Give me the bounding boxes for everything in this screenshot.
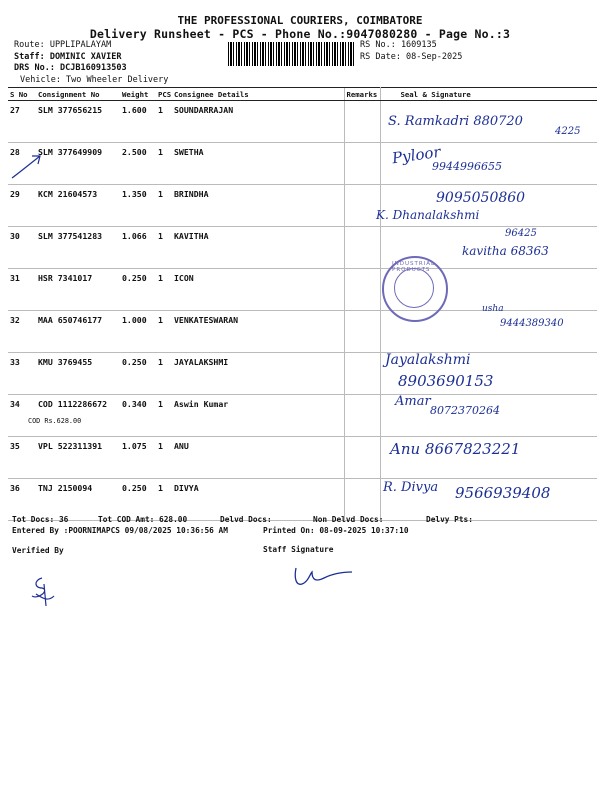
cell-weight: 1.066 bbox=[120, 227, 156, 269]
cell-consignee: KAVITHA bbox=[172, 227, 344, 269]
col-seal-signature: Seal & Signature bbox=[380, 88, 597, 101]
cell-weight: 0.250 bbox=[120, 353, 156, 395]
cell-consignee: BRINDHA bbox=[172, 185, 344, 227]
meta-left bbox=[14, 40, 168, 86]
table-header-row bbox=[8, 88, 597, 101]
barcode bbox=[228, 42, 356, 66]
cell-sno: 33 bbox=[8, 353, 36, 395]
cell-weight: 0.340 bbox=[120, 395, 156, 437]
cell-consignee: SOUNDARRAJAN bbox=[172, 101, 344, 143]
cell-consignee: SWETHA bbox=[172, 143, 344, 185]
non-delvd-docs: Non Delvd Docs: bbox=[313, 515, 384, 524]
cell-consignment: KMU 3769455 bbox=[36, 353, 120, 395]
cell-consignee: ICON bbox=[172, 269, 344, 311]
handwritten-signature: 9944996655 bbox=[432, 160, 502, 173]
delivery-seal-stamp bbox=[382, 256, 448, 322]
handwritten-signature: 4225 bbox=[555, 126, 581, 137]
cell-sno: 34 bbox=[8, 395, 36, 437]
cell-pcs: 1 bbox=[156, 227, 172, 269]
col-weight: Weight bbox=[120, 88, 156, 101]
meta-right bbox=[360, 40, 462, 63]
tot-docs: Tot Docs: 36 bbox=[12, 515, 69, 524]
verified-by-label: Verified By bbox=[12, 546, 64, 555]
cell-consignee: VENKATESWARAN bbox=[172, 311, 344, 353]
delvy-pts: Delvy Pts: bbox=[426, 515, 473, 524]
handwritten-signature: R. Divya bbox=[383, 480, 439, 495]
cell-pcs: 1 bbox=[156, 143, 172, 185]
cell-pcs: 1 bbox=[156, 479, 172, 521]
handwritten-signature: Jayalakshmi bbox=[385, 352, 471, 368]
cell-sno: 36 bbox=[8, 479, 36, 521]
col-pcs: PCS bbox=[158, 89, 172, 99]
cell-remarks bbox=[344, 143, 380, 185]
cell-consignment: MAA 650746177 bbox=[36, 311, 120, 353]
staff-signature-label: Staff Signature bbox=[263, 545, 334, 554]
handwritten-signature: Amar bbox=[395, 394, 431, 409]
cell-pcs: 1 bbox=[156, 185, 172, 227]
cell-consignment: SLM 377656215 bbox=[36, 101, 120, 143]
drs-label: DRS No.: DCJB160913503 bbox=[14, 63, 127, 73]
cell-sno: 27 bbox=[8, 101, 36, 143]
cell-pcs: 1 bbox=[156, 395, 172, 437]
cod-note: COD Rs.628.00 bbox=[28, 417, 82, 425]
cell-sno: 31 bbox=[8, 269, 36, 311]
handwritten-signature: 9095050860 bbox=[436, 190, 526, 206]
cell-sno: 30 bbox=[8, 227, 36, 269]
cell-weight: 1.000 bbox=[120, 311, 156, 353]
delvd-docs: Delvd Docs: bbox=[220, 515, 272, 524]
col-sno: S No bbox=[8, 88, 36, 101]
handwritten-signature: 8903690153 bbox=[398, 372, 494, 390]
cell-weight: 0.250 bbox=[120, 269, 156, 311]
cell-sno: 28 bbox=[8, 143, 36, 185]
handwritten-signature: Pyloor bbox=[390, 142, 442, 168]
cell-consignee: ANU bbox=[172, 437, 344, 479]
cell-consignment bbox=[28, 395, 120, 437]
runsheet-subtitle: Delivery Runsheet - PCS - Phone No.:9047080280 - Page No.:3 bbox=[89, 27, 511, 41]
cell-weight: 1.075 bbox=[120, 437, 156, 479]
cell-sno: 29 bbox=[8, 185, 36, 227]
cell-pcs: 1 bbox=[156, 269, 172, 311]
cell-consignment: TNJ 2150094 bbox=[36, 479, 120, 521]
staff-label: Staff: DOMINIC XAVIER bbox=[14, 51, 122, 62]
cell-weight: 2.500 bbox=[120, 143, 156, 185]
handwritten-signature: kavitha 68363 bbox=[462, 244, 549, 258]
table-row bbox=[8, 143, 597, 185]
handwritten-signature: K. Dhanalakshmi bbox=[376, 208, 480, 222]
cell-pcs: 1 bbox=[156, 311, 172, 353]
table-row bbox=[8, 311, 597, 353]
cell-remarks bbox=[344, 185, 380, 227]
handwritten-signature: 8072370264 bbox=[430, 404, 500, 417]
cell-consignee: Aswin Kumar bbox=[172, 395, 344, 437]
table-row bbox=[8, 353, 597, 395]
handwritten-signature: 9444389340 bbox=[500, 318, 564, 329]
pen-check-mark bbox=[10, 150, 44, 184]
tot-cod-amt: Tot COD Amt: 628.00 bbox=[98, 515, 188, 524]
cell-sno: 35 bbox=[8, 437, 36, 479]
cell-consignment: HSR 7341017 bbox=[36, 269, 120, 311]
cell-remarks bbox=[344, 311, 380, 353]
cell-weight: 0.250 bbox=[120, 479, 156, 521]
cell-sno: 32 bbox=[8, 311, 36, 353]
stamp-text: INDUSTRIAL PRODUCTS bbox=[392, 261, 436, 273]
printed-on: Printed On: 08-09-2025 10:37:10 bbox=[263, 526, 409, 535]
consignment-no: COD 1112286672 bbox=[38, 399, 108, 409]
staff-signature bbox=[290, 564, 356, 590]
cell-pcs: 1 bbox=[156, 101, 172, 143]
cell-remarks bbox=[344, 395, 380, 437]
vehicle-label: Vehicle: Two Wheeler Delivery bbox=[20, 74, 169, 85]
route-label: Route: UPPLIPALAYAM bbox=[14, 40, 112, 50]
handwritten-signature: 9566939408 bbox=[455, 484, 551, 502]
col-consignee: Consignee Details bbox=[172, 88, 344, 101]
col-consignment: Consignment No bbox=[36, 88, 120, 101]
cell-weight: 1.600 bbox=[120, 101, 156, 143]
cell-remarks bbox=[344, 269, 380, 311]
verified-signature bbox=[28, 574, 58, 608]
stamp-inner-ring bbox=[394, 268, 434, 308]
handwritten-signature: Anu 8667823221 bbox=[390, 440, 521, 458]
entered-by: Entered By :POORNIMAPCS 09/08/2025 10:36:56 AM bbox=[12, 526, 228, 535]
cell-pcs: 1 bbox=[156, 437, 172, 479]
rs-date-label: RS Date: 08-Sep-2025 bbox=[360, 51, 463, 62]
cell-remarks bbox=[344, 101, 380, 143]
cell-consignment: VPL 522311391 bbox=[36, 437, 120, 479]
cell-weight: 1.350 bbox=[120, 185, 156, 227]
handwritten-signature: 96425 bbox=[505, 228, 537, 239]
handwritten-signature: usha bbox=[482, 304, 504, 314]
cell-consignment: SLM 377649909 bbox=[36, 143, 120, 185]
cell-consignment: SLM 377541283 bbox=[36, 227, 120, 269]
cell-consignee: DIVYA bbox=[172, 479, 344, 521]
table-row bbox=[8, 269, 597, 311]
cell-remarks bbox=[344, 227, 380, 269]
cell-consignee: JAYALAKSHMI bbox=[172, 353, 344, 395]
handwritten-signature: S. Ramkadri 880720 bbox=[388, 114, 523, 129]
rs-no-label: RS No.: 1609135 bbox=[360, 40, 437, 50]
col-remarks: Remarks bbox=[344, 88, 380, 101]
cell-remarks bbox=[344, 437, 380, 479]
table-row bbox=[8, 395, 597, 437]
cell-remarks bbox=[344, 353, 380, 395]
cell-consignment: KCM 21604573 bbox=[36, 185, 120, 227]
cell-pcs: 1 bbox=[156, 353, 172, 395]
company-title: THE PROFESSIONAL COURIERS, COIMBATORE bbox=[177, 14, 423, 27]
